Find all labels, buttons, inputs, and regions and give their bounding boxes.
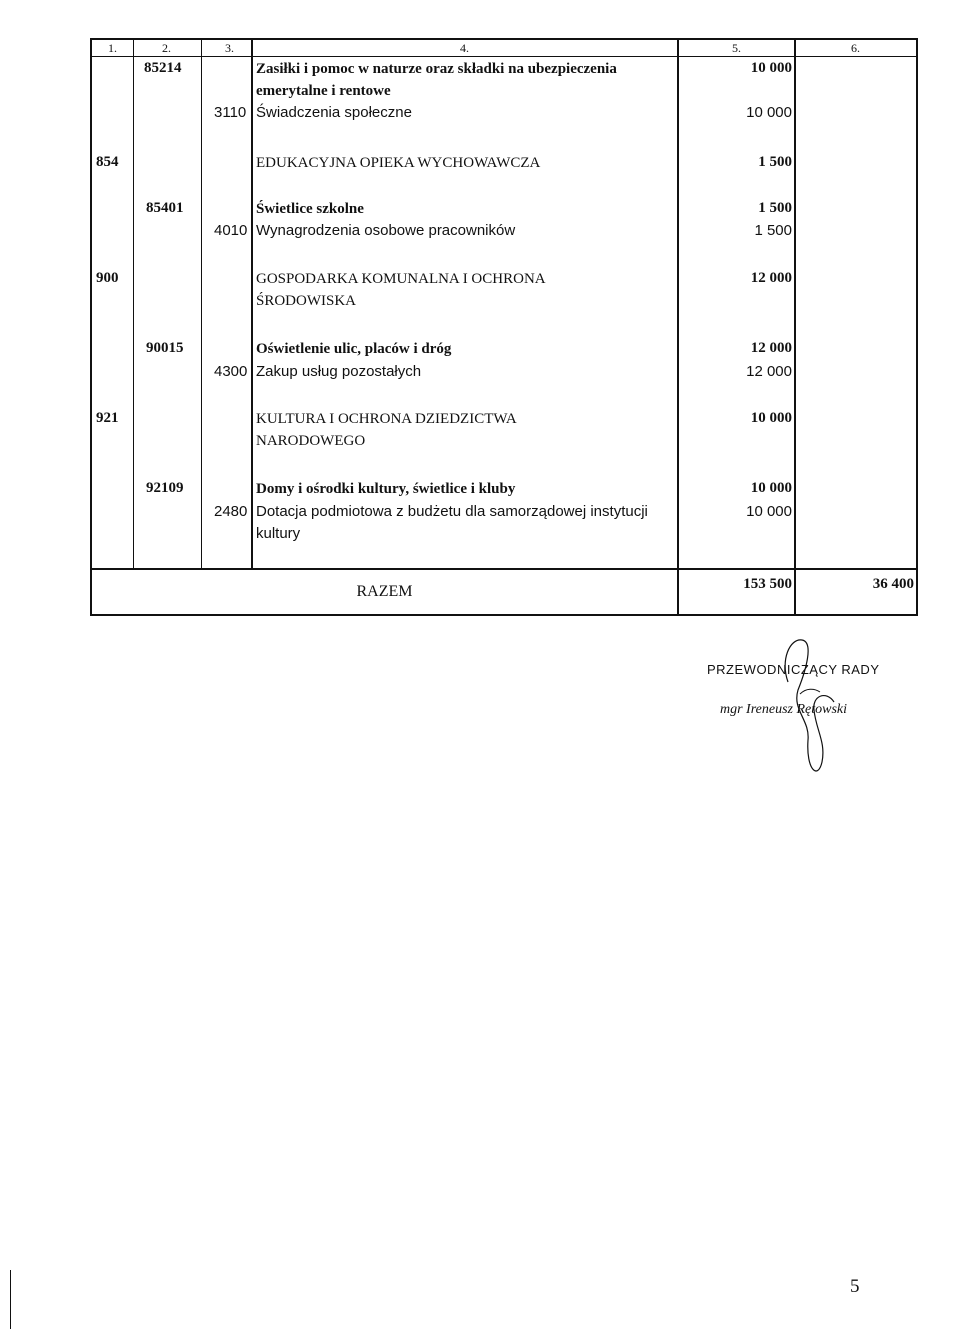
rozdzial-code: 85401 [146,200,184,216]
row-amount: 1 500 [758,154,792,170]
signature-title: PRZEWODNICZĄCY RADY [707,662,880,677]
row-name-cont: ŚRODOWISKA [256,293,357,309]
rozdzial-code: 92109 [146,480,184,496]
dzial-code: 854 [96,154,119,170]
row-name: GOSPODARKA KOMUNALNA I OCHRONA [256,271,546,287]
col-header-1: 1. [108,41,117,55]
scan-edge-line [10,1270,11,1329]
paragraf-code: 2480 [214,503,248,520]
row-amount: 10 000 [750,480,792,496]
rozdzial-code: 90015 [146,340,184,356]
col-header-4: 4. [460,41,469,55]
total-col5: 153 500 [743,576,792,592]
row-name: Domy i ośrodki kultury, świetlice i kluby [256,481,516,497]
row-name: Świadczenia społeczne [256,104,412,121]
col-header-6: 6. [851,41,860,55]
col-header-5: 5. [732,41,741,55]
row-amount: 12 000 [746,363,792,380]
row-amount: 10 000 [746,104,792,121]
total-label: RAZEM [356,583,413,600]
row-name-cont: emerytalne i rentowe [256,83,391,99]
row-name-cont: kultury [256,525,301,542]
page-number: 5 [850,1276,860,1297]
row-name: EDUKACYJNA OPIEKA WYCHOWAWCZA [256,155,541,171]
handwritten-signature-icon [770,630,850,790]
signature-name: mgr Ireneusz Rętowski [720,702,848,717]
row-amount: 10 000 [750,60,792,76]
paragraf-code: 4300 [214,363,248,380]
dzial-code: 921 [96,410,119,426]
row-amount: 12 000 [750,340,792,356]
row-name: Oświetlenie ulic, placów i dróg [256,341,452,357]
row-name: KULTURA I OCHRONA DZIEDZICTWA [256,411,517,427]
row-amount: 1 500 [758,200,792,216]
row-amount: 10 000 [750,410,792,426]
row-amount: 1 500 [754,222,792,239]
paragraf-code: 3110 [214,104,247,121]
row-amount: 10 000 [746,503,792,520]
row-name: Zakup usług pozostałych [256,363,422,380]
col-header-3: 3. [225,41,234,55]
rozdzial-code: 85214 [144,60,182,76]
dzial-code: 900 [96,270,119,286]
row-amount: 12 000 [750,270,792,286]
total-col6: 36 400 [872,576,914,592]
paragraf-code: 4010 [214,222,248,239]
row-name-cont: NARODOWEGO [256,433,366,449]
row-name: Świetlice szkolne [256,201,364,217]
row-name: Dotacja podmiotowa z budżetu dla samorządowej instytucji [256,503,648,520]
col-header-2: 2. [162,41,171,55]
row-name: Zasiłki i pomoc w naturze oraz składki na ubezpieczenia [256,61,617,77]
row-name: Wynagrodzenia osobowe pracowników [256,222,516,239]
